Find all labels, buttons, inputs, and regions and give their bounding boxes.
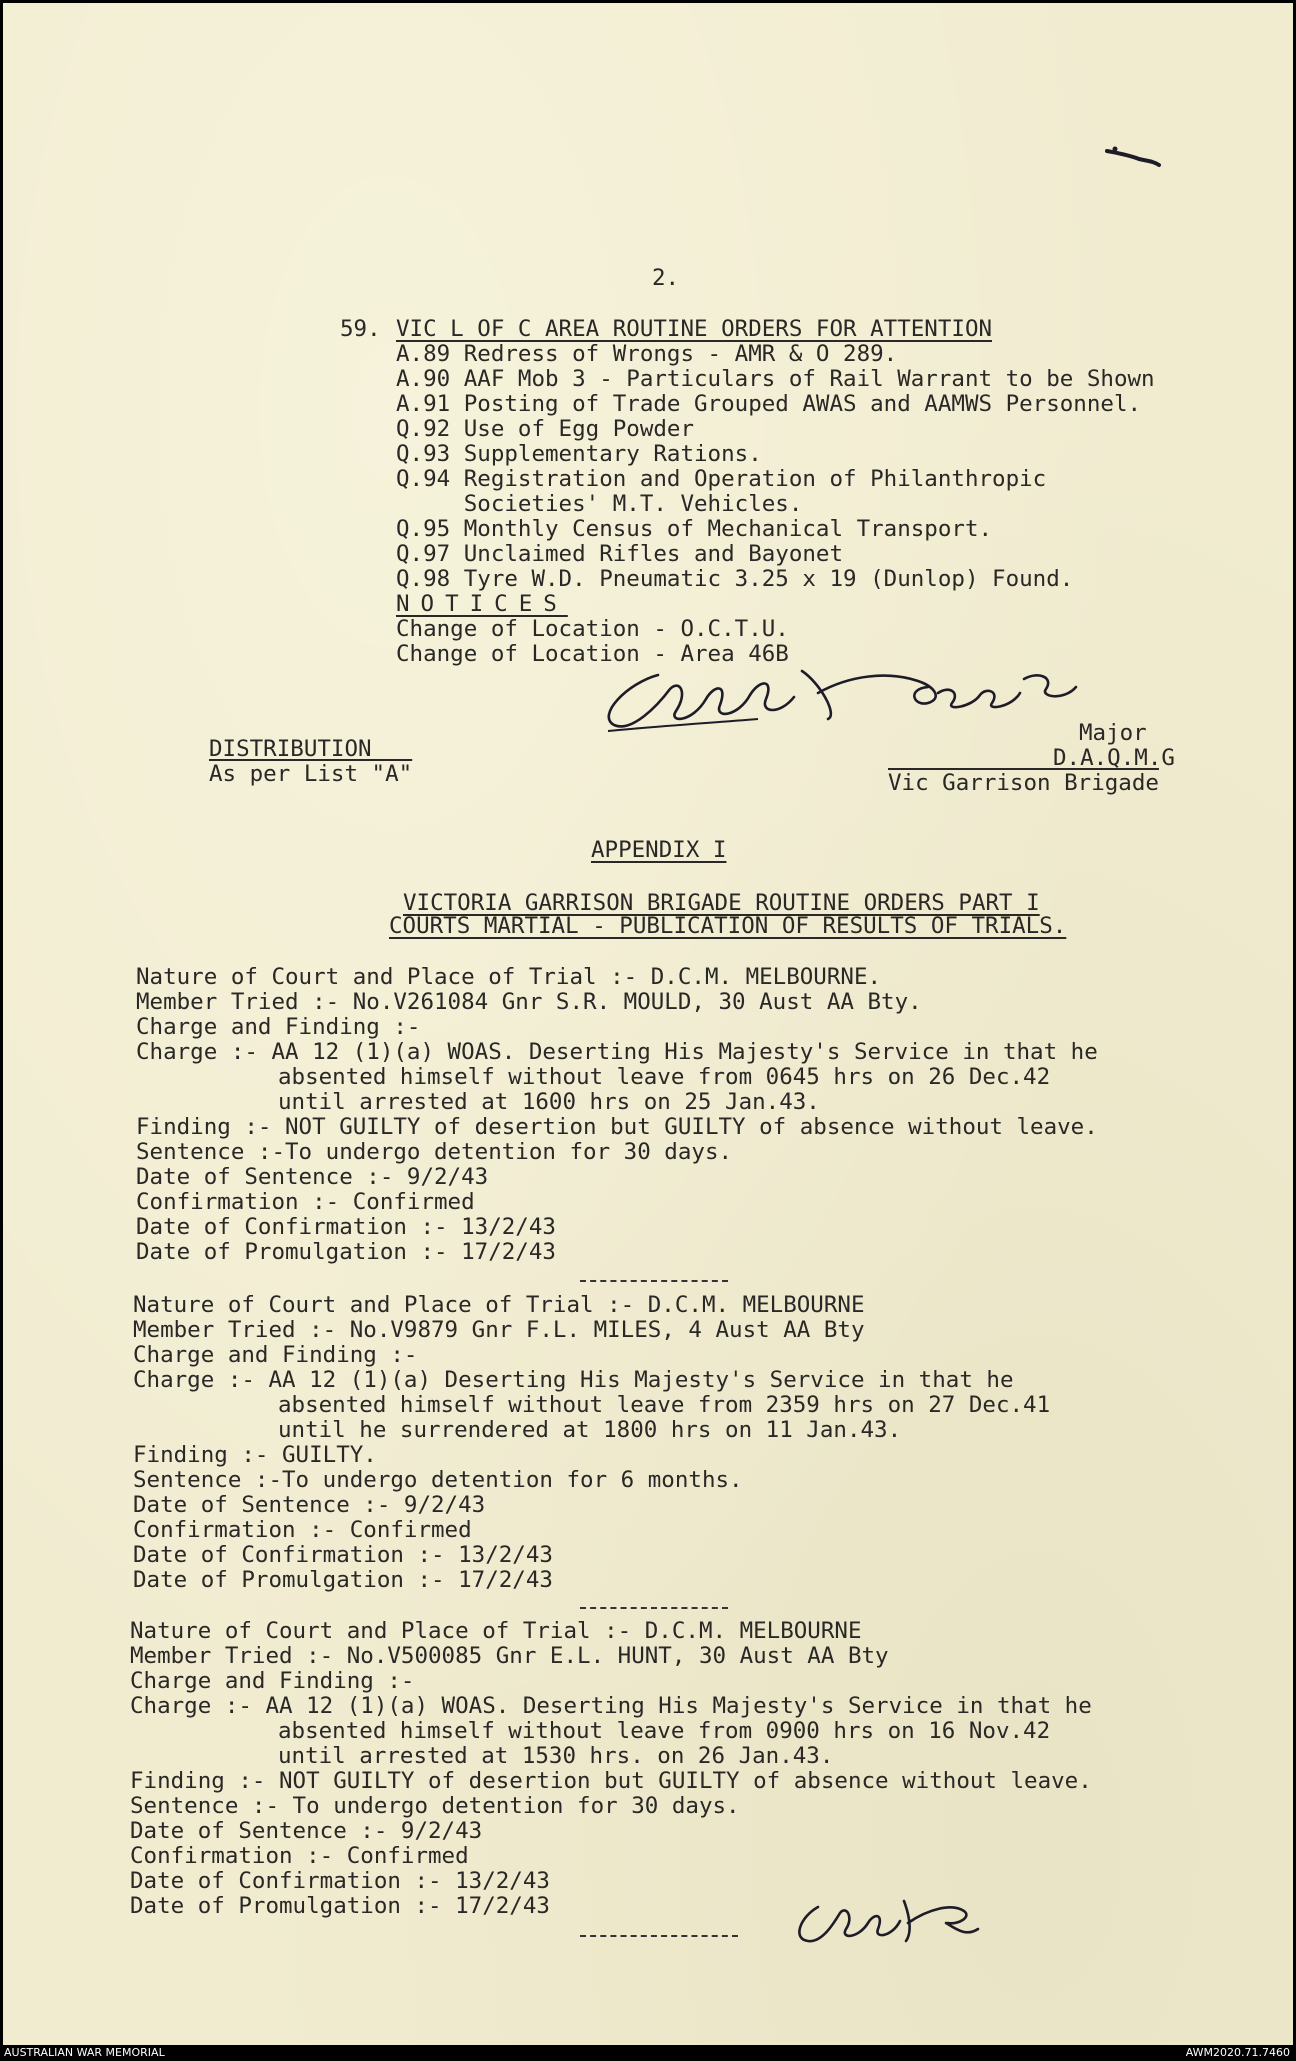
- page-number: 2.: [652, 265, 680, 291]
- trial-date-confirmation: Date of Confirmation :- 13/2/43: [130, 1868, 550, 1894]
- trial-nature: Nature of Court and Place of Trial :- D.C.M. MELBOURNE.: [136, 964, 882, 990]
- trial-nature: Nature of Court and Place of Trial :- D.C.M. MELBOURNE: [133, 1292, 865, 1318]
- trial-charge: until arrested at 1530 hrs. on 26 Jan.43.: [278, 1743, 834, 1769]
- appendix-heading: APPENDIX I: [591, 837, 727, 863]
- order-item: Q.95 Monthly Census of Mechanical Transport.: [396, 516, 993, 542]
- trial-charge-finding: Charge and Finding :-: [136, 1014, 421, 1040]
- trial-charge: absented himself without leave from 0645 hrs on 26 Dec.42: [278, 1064, 1051, 1090]
- section-separator: [580, 1280, 728, 1282]
- trial-date-confirmation: Date of Confirmation :- 13/2/43: [136, 1214, 556, 1240]
- trial-charge: until he surrendered at 1800 hrs on 11 Jan.43.: [278, 1417, 902, 1443]
- trial-charge: Charge :- AA 12 (1)(a) WOAS. Deserting His Majesty's Service in that he: [136, 1039, 1098, 1065]
- trial-charge: absented himself without leave from 0900 hrs on 16 Nov.42: [278, 1718, 1051, 1744]
- trial-date-sentence: Date of Sentence :- 9/2/43: [136, 1164, 489, 1190]
- orders-heading: VIC L OF C AREA ROUTINE ORDERS FOR ATTENTION: [396, 316, 993, 342]
- section-separator: [580, 1935, 738, 1937]
- trial-date-promulgation: Date of Promulgation :- 17/2/43: [130, 1893, 550, 1919]
- signature-rank: Major: [1079, 720, 1147, 746]
- ink-mark: [1103, 143, 1163, 169]
- trial-member: Member Tried :- No.V9879 Gnr F.L. MILES, 4 Aust AA Bty: [133, 1317, 865, 1343]
- document-page: [3, 3, 1293, 2045]
- order-number: 59.: [340, 316, 381, 342]
- order-item: A.91 Posting of Trade Grouped AWAS and AAMWS Personnel.: [396, 391, 1142, 417]
- footer-right: AWM2020.71.7460: [1185, 2046, 1290, 2059]
- trial-finding: Finding :- NOT GUILTY of desertion but GUILTY of absence without leave.: [130, 1768, 1092, 1794]
- trial-date-promulgation: Date of Promulgation :- 17/2/43: [136, 1239, 556, 1265]
- order-item: Q.98 Tyre W.D. Pneumatic 3.25 x 19 (Dunlop) Found.: [396, 566, 1074, 592]
- trial-member: Member Tried :- No.V500085 Gnr E.L. HUNT, 30 Aust AA Bty: [130, 1643, 889, 1669]
- initials-signature: [788, 1883, 988, 1953]
- trial-charge: until arrested at 1600 hrs on 25 Jan.43.: [278, 1089, 820, 1115]
- trial-sentence: Sentence :- To undergo detention for 30 days.: [130, 1793, 740, 1819]
- signature-unit: Vic Garrison Brigade: [888, 770, 1159, 796]
- order-item: Societies' M.T. Vehicles.: [396, 491, 803, 517]
- trial-charge: Charge :- AA 12 (1)(a) WOAS. Deserting His Majesty's Service in that he: [130, 1693, 1092, 1719]
- distribution-heading: DISTRIBUTION: [209, 736, 372, 762]
- trial-date-sentence: Date of Sentence :- 9/2/43: [130, 1818, 483, 1844]
- appendix-title-line2: COURTS MARTIAL - PUBLICATION OF RESULTS OF TRIALS.: [389, 913, 1067, 939]
- distribution-text: As per List "A": [209, 761, 413, 787]
- trial-charge: absented himself without leave from 2359 hrs on 27 Dec.41: [278, 1392, 1051, 1418]
- trial-charge-finding: Charge and Finding :-: [130, 1668, 415, 1694]
- trial-confirmation: Confirmation :- Confirmed: [133, 1517, 472, 1543]
- appendix-title-line1: VICTORIA GARRISON BRIGADE ROUTINE ORDERS PART I: [403, 890, 1040, 916]
- order-item: Q.92 Use of Egg Powder: [396, 416, 695, 442]
- trial-charge-finding: Charge and Finding :-: [133, 1342, 418, 1368]
- trial-sentence: Sentence :-To undergo detention for 30 days.: [136, 1139, 733, 1165]
- trial-date-promulgation: Date of Promulgation :- 17/2/43: [133, 1567, 553, 1593]
- trial-member: Member Tried :- No.V261084 Gnr S.R. MOULD, 30 Aust AA Bty.: [136, 989, 922, 1015]
- notice-item: Change of Location - O.C.T.U.: [396, 616, 789, 642]
- archive-footer: [0, 2045, 1296, 2061]
- order-item: Q.93 Supplementary Rations.: [396, 441, 762, 467]
- signature: [588, 653, 1078, 743]
- trial-confirmation: Confirmation :- Confirmed: [130, 1843, 469, 1869]
- notices-heading: NOTICES: [396, 591, 568, 617]
- trial-finding: Finding :- GUILTY.: [133, 1442, 377, 1468]
- notice-item: Change of Location - Area 46B: [396, 641, 789, 667]
- trial-sentence: Sentence :-To undergo detention for 6 months.: [133, 1467, 743, 1493]
- trial-date-sentence: Date of Sentence :- 9/2/43: [133, 1492, 486, 1518]
- trial-date-confirmation: Date of Confirmation :- 13/2/43: [133, 1542, 553, 1568]
- order-item: Q.94 Registration and Operation of Philanthropic: [396, 466, 1047, 492]
- order-item: Q.97 Unclaimed Rifles and Bayonet: [396, 541, 844, 567]
- signature-title: D.A.Q.M.G: [1053, 745, 1175, 771]
- footer-left: AUSTRALIAN WAR MEMORIAL: [4, 2046, 165, 2059]
- order-item: A.89 Redress of Wrongs - AMR & O 289.: [396, 341, 898, 367]
- trial-confirmation: Confirmation :- Confirmed: [136, 1189, 475, 1215]
- section-separator: [580, 1607, 728, 1609]
- trial-nature: Nature of Court and Place of Trial :- D.C.M. MELBOURNE: [130, 1618, 862, 1644]
- trial-finding: Finding :- NOT GUILTY of desertion but GUILTY of absence without leave.: [136, 1114, 1098, 1140]
- trial-charge: Charge :- AA 12 (1)(a) Deserting His Majesty's Service in that he: [133, 1367, 1014, 1393]
- order-item: A.90 AAF Mob 3 - Particulars of Rail Warrant to be Shown: [396, 366, 1155, 392]
